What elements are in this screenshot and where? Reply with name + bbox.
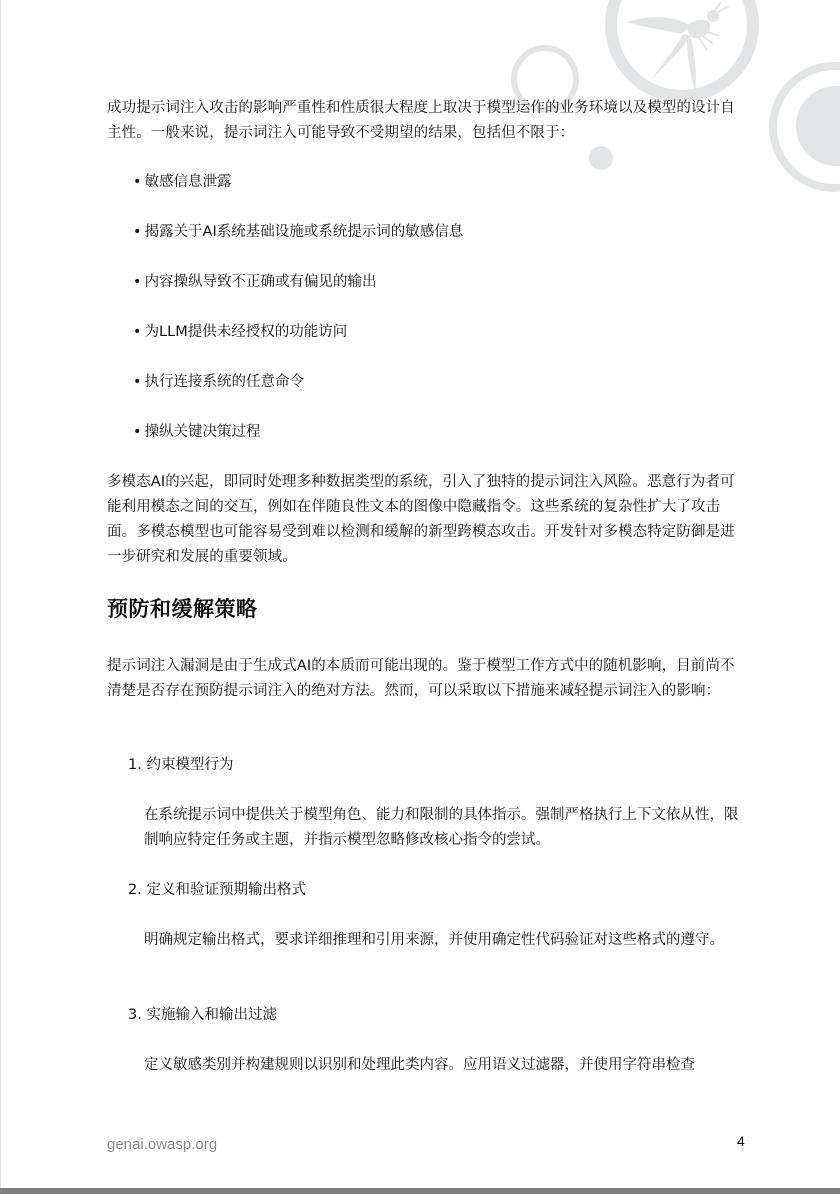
bullet-marker: • <box>133 424 142 440</box>
list-item <box>133 370 304 395</box>
bottom-border <box>0 1188 840 1194</box>
footer-url: genai.owasp.org <box>107 1136 218 1153</box>
list-item-text: 为LLM提供未经授权的功能访问 <box>144 324 348 340</box>
list-item <box>133 420 261 445</box>
bullet-marker: • <box>133 174 142 190</box>
bullet-marker: • <box>133 274 142 290</box>
numbered-item-title: 1. 约束模型行为 <box>128 757 234 773</box>
section-intro-paragraph: 提示词注入漏洞是由于生成式AI的本质而可能出现的。鉴于模型工作方式中的随机影响，目前尚不清楚是否存在预防提示词注入的绝对方法。然而，可以采取以下措施来减轻提示词注入的影响： <box>107 658 735 699</box>
numbered-item-title: 3. 实施输入和输出过滤 <box>128 1007 277 1023</box>
numbered-item-title: 2. 定义和验证预期输出格式 <box>128 882 306 898</box>
intro-paragraph: 成功提示词注入攻击的影响严重性和性质很大程度上取决于模型运作的业务环境以及模型的设计自主性。一般来说，提示词注入可能导致不受期望的结果，包括但不限于： <box>107 100 735 141</box>
numbered-item-body: 在系统提示词中提供关于模型角色、能力和限制的具体指示。强制严格执行上下文依从性，限制响应特定任务或主题，并指示模型忽略修改核心指令的尝试。 <box>144 807 739 848</box>
list-item-text: 执行连接系统的任意命令 <box>144 374 305 390</box>
decorative-dot <box>589 146 613 170</box>
list-item-text: 内容操纵导致不正确或有偏见的输出 <box>144 274 377 290</box>
list-item <box>133 170 232 195</box>
page-number: 4 <box>737 1133 745 1149</box>
list-item-text: 敏感信息泄露 <box>144 174 232 190</box>
bullet-marker: • <box>133 374 142 390</box>
list-item <box>133 220 463 245</box>
list-item-text: 操纵关键决策过程 <box>144 424 261 440</box>
multimodal-paragraph: 多模态AI的兴起，即同时处理多种数据类型的系统，引入了独特的提示词注入风险。恶意行为者可能利用模态之间的交互，例如在伴随良性文本的图像中隐藏指令。这些系统的复杂性扩大了攻击面。多模态模型也可能容易受到难以检测和缓解的新型跨模态攻击。开发针对多模态特定防御是进一步研究和发展的重要领域。 <box>107 474 735 565</box>
numbered-item-body: 明确规定输出格式，要求详细推理和引用来源，并使用确定性代码验证对这些格式的遵守。 <box>144 932 724 948</box>
section-heading: 预防和缓解策略 <box>107 597 258 621</box>
owasp-wasp-logo-icon <box>621 0 741 95</box>
list-item <box>133 320 347 345</box>
numbered-item-body: 定义敏感类别并构建规则以识别和处理此类内容。应用语义过滤器，并使用字符串检查 <box>144 1057 695 1073</box>
list-item-text: 揭露关于AI系统基础设施或系统提示词的敏感信息 <box>144 224 464 240</box>
list-item <box>133 270 377 295</box>
bullet-marker: • <box>133 224 142 240</box>
bullet-marker: • <box>133 324 142 340</box>
